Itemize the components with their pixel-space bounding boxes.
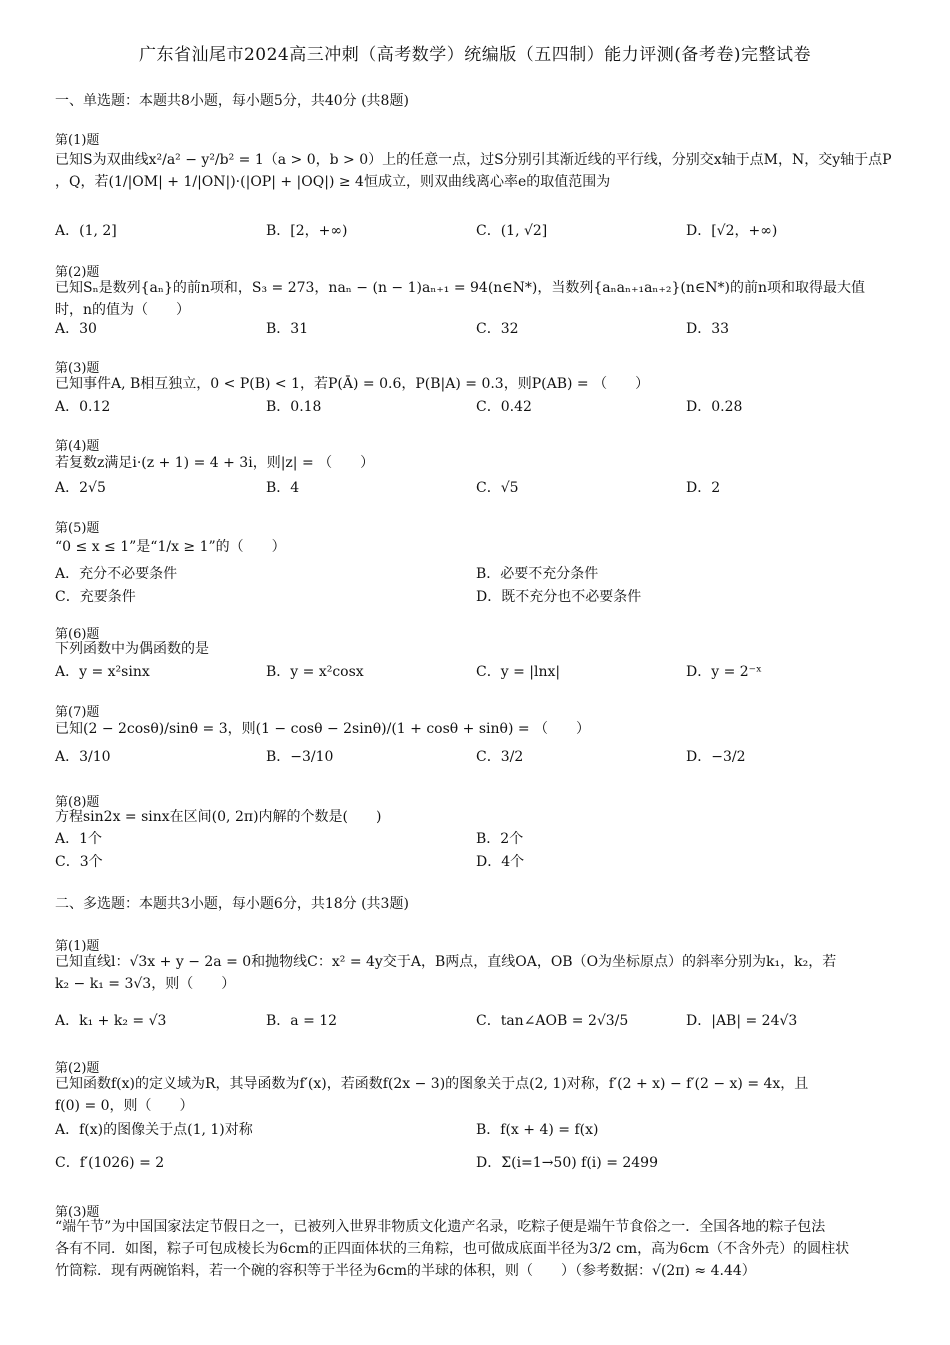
option-b: B．31 (266, 321, 309, 337)
option-a: A．2√5 (55, 480, 106, 496)
question-text: 若复数z满足i·(z + 1) = 4 + 3i，则|z| = （ ） (55, 455, 375, 471)
option-a: A．0.12 (55, 399, 111, 415)
question-text: 方程sin2x = sinx在区间(0, 2π)内解的个数是( ) (55, 809, 382, 825)
question-text: 已知(2 − 2cosθ)/sinθ = 3，则(1 − cosθ − 2sinθ)/(1 + cosθ + sinθ) = （ ） (55, 721, 591, 737)
option-d: D．y = 2⁻ˣ (686, 664, 762, 680)
section-2-heading: 二、多选题：本题共3小题，每小题6分，共18分 (共3题) (55, 896, 409, 912)
option-b: B．[2，+∞) (266, 223, 348, 239)
question-number: 第(7)题 (55, 705, 100, 720)
question-text: 下列函数中为偶函数的是 (55, 641, 209, 657)
option-c: C．充要条件 (55, 589, 136, 605)
question-number: 第(2)题 (55, 265, 100, 280)
option-c: C．3/2 (476, 749, 524, 765)
question-text: 已知直线l：√3x + y − 2a = 0和抛物线C：x² = 4y交于A，B两点，直线OA，OB（O为坐标原点）的斜率分别为k₁，k₂，若 k₂ − k₁ = 3√3，则（ ） (55, 954, 837, 992)
option-c: C．√5 (476, 480, 519, 496)
question-text: 已知S为双曲线x²/a² − y²/b² = 1（a > 0，b > 0）上的任意一点，过S分别引其渐近线的平行线，分别交x轴于点M，N，交y轴于点P ，Q，若(1/|OM| + 1/|ON|)·(|OP| + |OQ|) ≥ 4恒成立，则双曲线离心率e的取值范围为 (55, 152, 892, 190)
option-a: A．1个 (55, 831, 103, 847)
option-c: C．32 (476, 321, 519, 337)
question-number: 第(8)题 (55, 795, 100, 810)
question-text: “端午节”为中国国家法定节假日之一，已被列入世界非物质文化遗产名录，吃粽子便是端午节食俗之一．全国各地的粽子包法 各有不同．如图，粽子可包成棱长为6cm的正四面体状的三角粽，也可做成底面半径为3/2 cm，高为6cm（不含外壳）的圆柱状 竹筒粽．现有两碗馅料，若一个碗的容积等于半径为6cm的半球的体积，则（ ）（参考数据：√(2π) ≈ 4.44） (55, 1219, 850, 1279)
question-text: “0 ≤ x ≤ 1”是“1/x ≥ 1”的（ ） (55, 539, 286, 555)
page-title: 广东省汕尾市2024高三冲刺（高考数学）统编版（五四制）能力评测(备考卷)完整试卷 (138, 45, 812, 65)
option-c: C．3个 (55, 854, 103, 870)
question-number: 第(3)题 (55, 1205, 100, 1220)
option-a: A．(1, 2] (55, 223, 117, 239)
option-d: D．2 (686, 480, 721, 496)
option-c: C．tan∠AOB = 2√3/5 (476, 1013, 629, 1029)
option-b: B．0.18 (266, 399, 322, 415)
question-number: 第(6)题 (55, 627, 100, 642)
option-a: A．f(x)的图像关于点(1, 1)对称 (55, 1122, 253, 1138)
option-b: B．−3/10 (266, 749, 334, 765)
question-text: 已知Sₙ是数列{aₙ}的前n项和，S₃ = 273，naₙ − (n − 1)aₙ₊₁ = 94(n∈N*)，当数列{aₙaₙ₊₁aₙ₊₂}(n∈N*)的前n项和取得最大值 时，n的值为（ ） (55, 280, 865, 318)
option-b: B．y = x²cosx (266, 664, 364, 680)
option-a: A．30 (55, 321, 97, 337)
question-number: 第(2)题 (55, 1061, 100, 1076)
option-b: B．2个 (476, 831, 524, 847)
option-b: B．必要不充分条件 (476, 566, 599, 582)
option-d: D．Σ(i=1→50) f(i) = 2499 (476, 1155, 658, 1171)
option-c: C．y = |lnx| (476, 664, 561, 680)
option-d: D．4个 (476, 854, 525, 870)
option-b: B．a = 12 (266, 1013, 338, 1029)
option-b: B．f(x + 4) = f(x) (476, 1122, 599, 1138)
option-b: B．4 (266, 480, 300, 496)
question-text: 已知事件A, B相互独立，0 < P(B) < 1，若P(Ā) = 0.6，P(B|A) = 0.3，则P(AB) = （ ） (55, 376, 650, 392)
question-number: 第(5)题 (55, 521, 100, 536)
option-d: D．[√2，+∞) (686, 223, 778, 239)
option-a: A．充分不必要条件 (55, 566, 178, 582)
option-a: A．3/10 (55, 749, 111, 765)
option-d: D．既不充分也不必要条件 (476, 589, 642, 605)
option-c: C．0.42 (476, 399, 532, 415)
question-number: 第(3)题 (55, 361, 100, 376)
option-c: C．(1, √2] (476, 223, 548, 239)
section-1-heading: 一、单选题：本题共8小题，每小题5分，共40分 (共8题) (55, 93, 409, 109)
option-d: D．|AB| = 24√3 (686, 1013, 798, 1029)
question-text: 已知函数f(x)的定义域为R，其导函数为f′(x)，若函数f(2x − 3)的图象关于点(2, 1)对称，f′(2 + x) − f′(2 − x) = 4x，且 f(0) = 0，则（ ） (55, 1076, 809, 1114)
question-number: 第(1)题 (55, 939, 100, 954)
option-a: A．y = x²sinx (55, 664, 150, 680)
option-a: A．k₁ + k₂ = √3 (55, 1013, 167, 1029)
question-number: 第(4)题 (55, 439, 100, 454)
question-number: 第(1)题 (55, 133, 100, 148)
option-c: C．f′(1026) = 2 (55, 1155, 165, 1171)
option-d: D．−3/2 (686, 749, 746, 765)
option-d: D．0.28 (686, 399, 743, 415)
option-d: D．33 (686, 321, 730, 337)
